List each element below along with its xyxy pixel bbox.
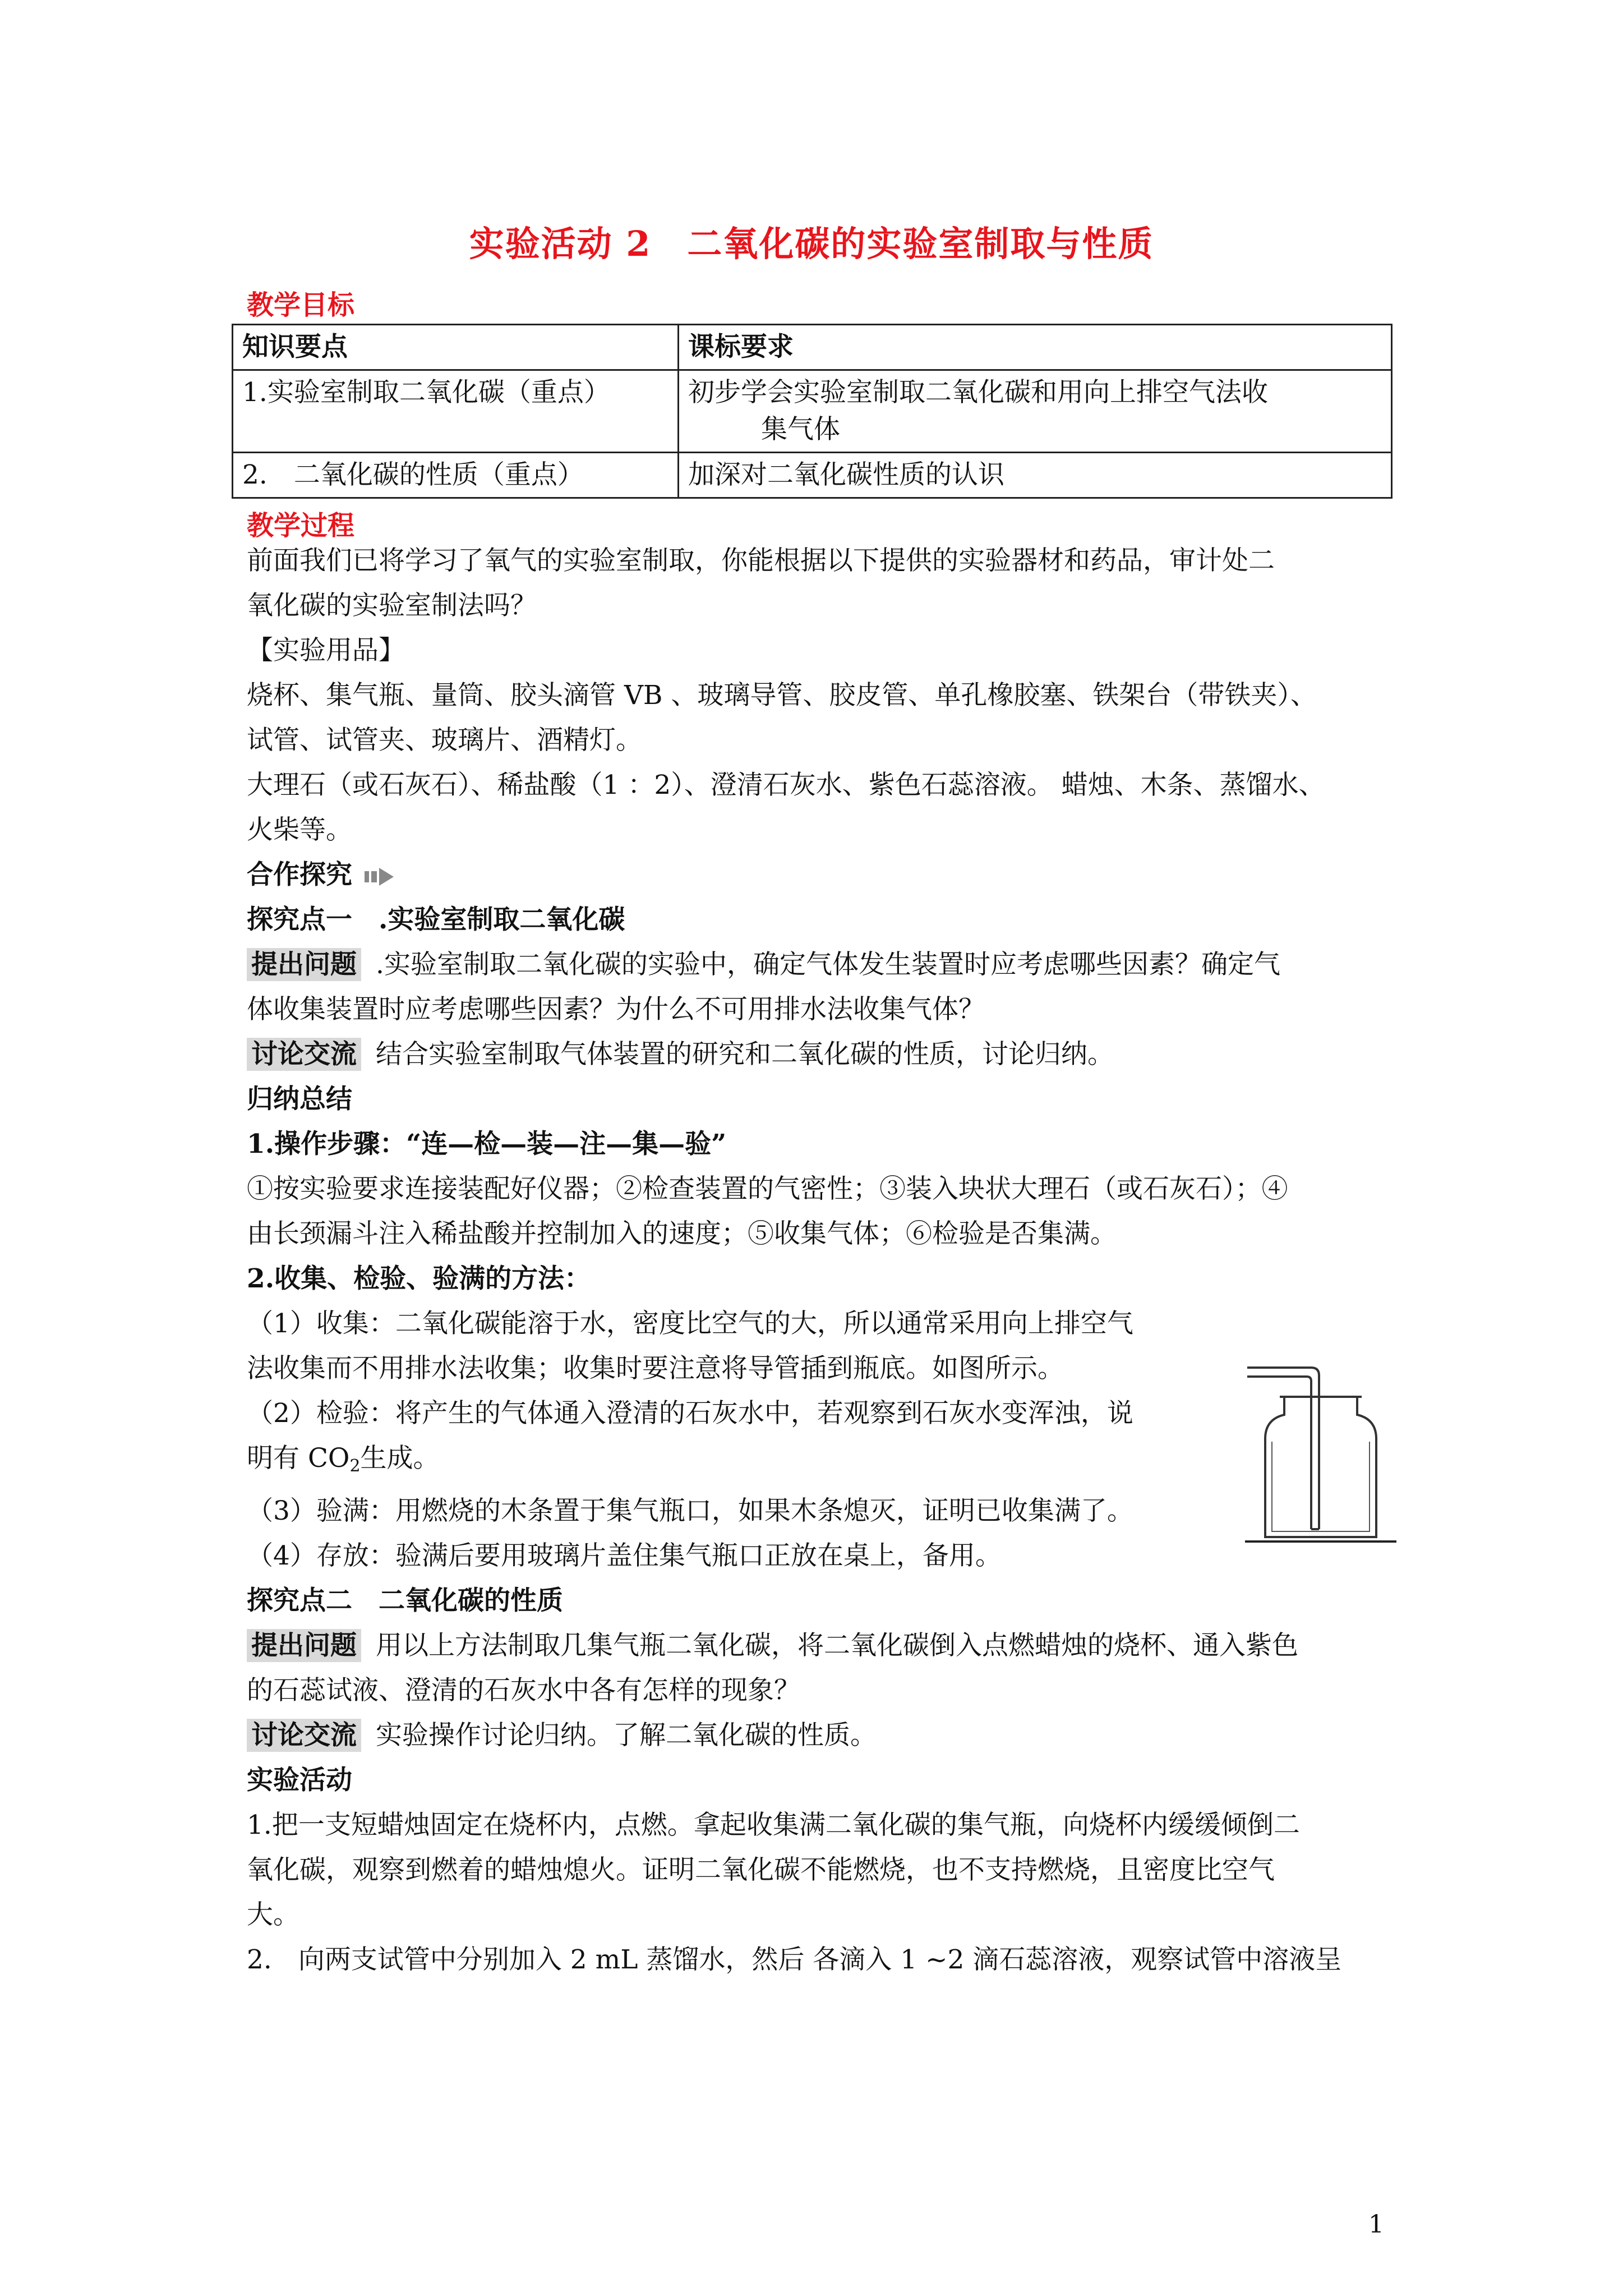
table-row — [233, 370, 1392, 453]
text-line: 烧杯、集气瓶、量筒、胶头滴管 VB 、玻璃导管、胶皮管、单孔橡胶塞、铁架台（带铁夹）、 — [247, 680, 1317, 711]
text-line: 试管、试管夹、玻璃片、酒精灯。 — [247, 725, 642, 756]
summary-heading: 归纳总结 — [247, 1084, 352, 1115]
table-header-cell: 课标要求 — [679, 325, 1392, 370]
question-2 — [247, 1623, 1396, 1668]
steps-title: 1.操作步骤：“连—检—装—注—集—验” — [247, 1129, 727, 1159]
discuss-tag: 讨论交流 — [247, 1038, 361, 1071]
question-tag: 提出问题 — [247, 1629, 361, 1662]
coop-label: 合作探究 — [247, 859, 352, 890]
text-line: （1）收集：二氧化碳能溶于水，密度比空气的大，所以通常采用向上排空气 — [247, 1308, 1133, 1339]
point2-title: 探究点二 二氧化碳的性质 — [247, 1585, 563, 1616]
text-line: 由长颈漏斗注入稀盐酸并控制加入的速度；⑤收集气体；⑥检验是否集满。 — [247, 1218, 1117, 1249]
text-line: （3）验满：用燃烧的木条置于集气瓶口，如果木条熄灭，证明已收集满了。 — [247, 1496, 1133, 1526]
text-line: 氧化碳的实验室制法吗？ — [247, 590, 537, 621]
text-line: ①按实验要求连接装配好仪器；②检查装置的气密性；③装入块状大理石（或石灰石）；④ — [247, 1174, 1288, 1204]
methods-block — [247, 1301, 1223, 1489]
page-title: 实验活动 2 二氧化碳的实验室制取与性质 — [469, 223, 1154, 264]
table-header-cell: 知识要点 — [233, 325, 679, 370]
page-number: 1 — [1368, 2210, 1384, 2239]
materials-heading: 【实验用品】 — [247, 635, 405, 666]
coop-heading — [247, 853, 1396, 898]
discussion-2 — [247, 1713, 1396, 1758]
activity-heading: 实验活动 — [247, 1765, 352, 1796]
text-line: （2）检验：将产生的气体通入澄清的石灰水中，若观察到石灰水变浑浊，说 — [247, 1398, 1133, 1429]
text-line: 前面我们已将学习了氧气的实验室制取，你能根据以下提供的实验器材和药品，审计处二 — [247, 545, 1275, 576]
discussion-1 — [247, 1032, 1396, 1077]
table-cell: 加深对二氧化碳性质的认识 — [679, 453, 1392, 498]
text-line: 体收集装置时应考虑哪些因素？为什么不可用排水法收集气体？ — [247, 994, 985, 1025]
question-1 — [247, 942, 1396, 987]
table-cell-line: 初步学会实验室制取二氧化碳和用向上排空气法收 — [688, 377, 1268, 408]
methods-title: 2.收集、检验、验满的方法： — [247, 1263, 591, 1294]
text-line: 大。 — [247, 1899, 299, 1930]
text-line: 结合实验室制取气体装置的研究和二氧化碳的性质，讨论归纳。 — [376, 1039, 1114, 1070]
text-line: 用以上方法制取几集气瓶二氧化碳，将二氧化碳倒入点燃蜡烛的烧杯、通入紫色 — [376, 1630, 1298, 1661]
question-tag: 提出问题 — [247, 948, 361, 981]
table-cell: 2. 二氧化碳的性质（重点） — [233, 453, 679, 498]
discuss-tag: 讨论交流 — [247, 1719, 361, 1752]
text-line: 氧化碳，观察到燃着的蜡烛熄火。证明二氧化碳不能燃烧，也不支持燃烧，且密度比空气 — [247, 1855, 1275, 1885]
text-line: 大理石（或石灰石）、稀盐酸（1 ：2）、澄清石灰水、紫色石蕊溶液。 蜡烛、木条、蒸馏水、 — [247, 770, 1325, 800]
teaching-goals-heading: 教学目标 — [247, 289, 355, 321]
arrow-right-icon — [363, 867, 395, 887]
table-cell-line: 集气体 — [761, 414, 840, 445]
text-line: 的石蕊试液、澄清的石灰水中各有怎样的现象？ — [247, 1675, 800, 1706]
text-line: 明有 $CO_2$生成。 — [247, 1443, 440, 1476]
text-line: 1.把一支短蜡烛固定在烧杯内，点燃。拿起收集满二氧化碳的集气瓶，向烧杯内缓缓倾倒二 — [247, 1810, 1300, 1841]
goals-table — [232, 324, 1393, 499]
table-cell: 1.实验室制取二氧化碳（重点） — [233, 370, 679, 453]
text-line: 火柴等。 — [247, 815, 352, 845]
text-line: （4）存放：验满后要用玻璃片盖住集气瓶口正放在桌上，备用。 — [247, 1540, 1002, 1571]
table-row — [233, 453, 1392, 498]
gas-bottle-illustration — [1245, 1363, 1396, 1548]
text-line: 2. 向两支试管中分别加入 2 mL 蒸馏水，然后 各滴入 1 ~2 滴石蕊溶液，观察试管中溶液呈 — [247, 1944, 1342, 1975]
table-header-row — [233, 325, 1392, 370]
process-heading: 教学过程 — [247, 510, 355, 541]
text-line: .实验室制取二氧化碳的实验中，确定气体发生装置时应考虑哪些因素？确定气 — [376, 949, 1280, 980]
intro-paragraph — [247, 539, 1396, 1982]
point1-title: 探究点一 .实验室制取二氧化碳 — [247, 904, 625, 935]
text-line: 法收集而不用排水法收集；收集时要注意将导管插到瓶底。如图所示。 — [247, 1353, 1064, 1384]
table-cell — [679, 370, 1392, 453]
text-line: 实验操作讨论归纳。了解二氧化碳的性质。 — [376, 1720, 877, 1751]
